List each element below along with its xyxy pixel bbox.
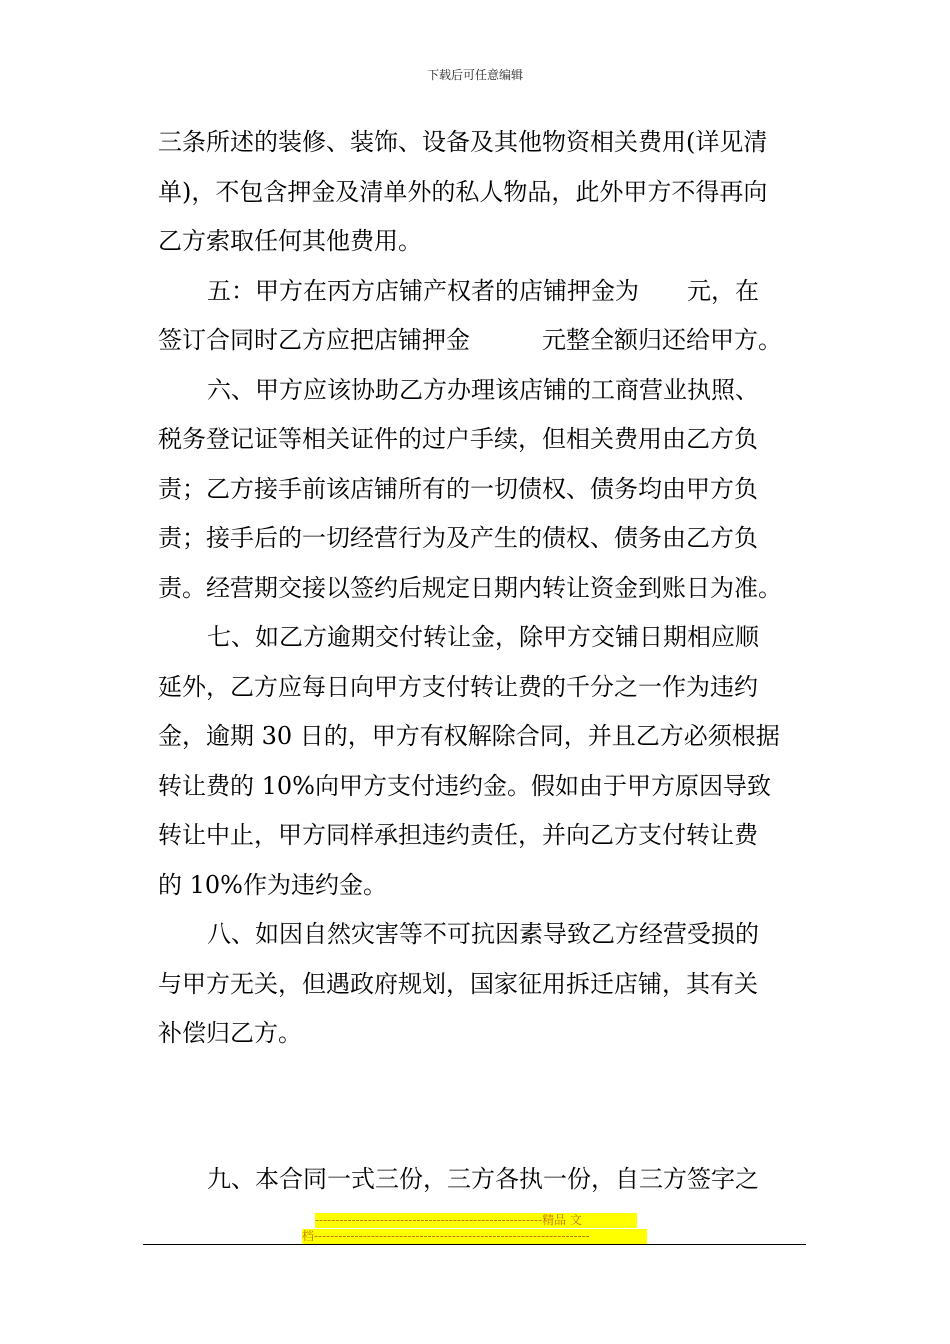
footer-watermark-line-1: --------------------------------------------------------精品 文 bbox=[315, 1213, 637, 1228]
clause-5: 五：甲方在丙方店铺产权者的店铺押金为 元，在 bbox=[207, 276, 759, 305]
text-line: 责；乙方接手前该店铺所有的一切债权、债务均由甲方负 bbox=[158, 474, 758, 503]
clause-7: 七、如乙方逾期交付转让金，除甲方交铺日期相应顺 bbox=[207, 623, 759, 651]
text-line: 补偿归乙方。 bbox=[158, 1019, 302, 1047]
clause-9: 九、本合同一式三份，三方各执一份，自三方签字之 bbox=[207, 1164, 759, 1193]
footer-divider bbox=[143, 1244, 806, 1245]
text-line: 签订合同时乙方应把店铺押金 元整全额归还给甲方。 bbox=[158, 326, 782, 354]
text-line: 延外，乙方应每日向甲方支付转让费的千分之一作为违约 bbox=[158, 672, 758, 701]
blank-gap bbox=[158, 1059, 806, 1155]
text-line: 与甲方无关，但遇政府规划，国家征用拆迁店铺，其有关 bbox=[158, 969, 758, 998]
text-line: 三条所述的装修、装饰、设备及其他物资相关费用(详见清 bbox=[158, 128, 768, 156]
header-note: 下载后可任意编辑 bbox=[426, 68, 523, 82]
text-line: 转让费的 10%向甲方支付违约金。假如由于甲方原因导致 bbox=[158, 771, 771, 800]
text-line: 责；接手后的一切经营行为及产生的债权、债务由乙方负 bbox=[158, 524, 758, 552]
document-body bbox=[158, 118, 806, 1204]
clause-6: 六、甲方应该协助乙方办理该店铺的工商营业执照、 bbox=[207, 375, 759, 404]
clause-8: 八、如因自然灾害等不可抗因素导致乙方经营受损的 bbox=[207, 920, 759, 948]
text-line: 转让中止，甲方同样承担违约责任，并向乙方支付转让费 bbox=[158, 821, 758, 849]
text-line: 责。经营期交接以签约后规定日期内转让资金到账日为准。 bbox=[158, 573, 782, 602]
text-line: 金，逾期 30 日的，甲方有权解除合同，并且乙方必须根据 bbox=[158, 722, 780, 750]
text-line: 的 10%作为违约金。 bbox=[158, 870, 387, 899]
text-line: 乙方索取任何其他费用。 bbox=[158, 227, 422, 255]
text-line: 税务登记证等相关证件的过户手续，但相关费用由乙方负 bbox=[158, 425, 758, 453]
text-line: 单)，不包含押金及清单外的私人物品，此外甲方不得再向 bbox=[158, 177, 768, 206]
footer-watermark-line-2: 档-------------------------------------------------------------------- bbox=[302, 1229, 647, 1244]
